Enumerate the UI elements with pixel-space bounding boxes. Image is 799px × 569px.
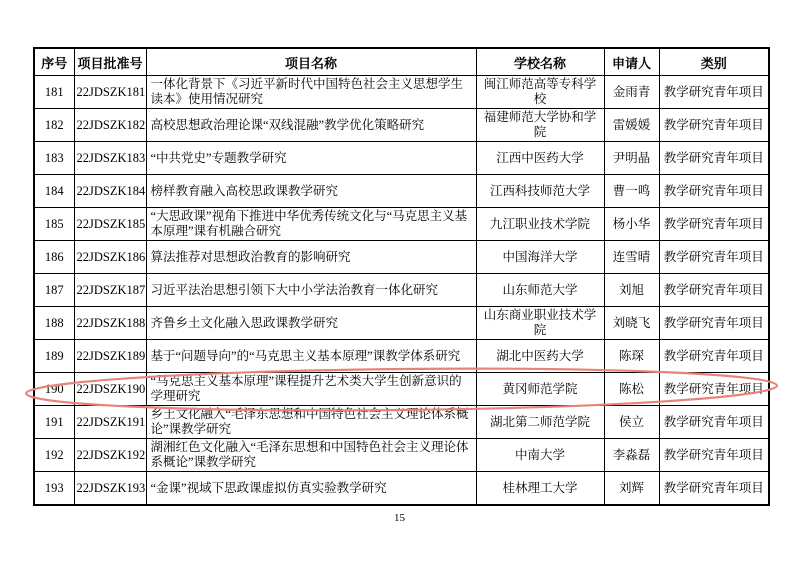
cell-seq: 191 xyxy=(34,406,74,439)
cell-project-name: 湖湘红色文化融入“毛泽东思想和中国特色社会主义理论体系概论”课教学研究 xyxy=(146,439,476,472)
cell-seq: 185 xyxy=(34,208,74,241)
col-header-applicant: 申请人 xyxy=(604,48,659,76)
cell-school: 山东师范大学 xyxy=(476,274,604,307)
cell-project-name: “金课”视域下思政课虚拟仿真实验教学研究 xyxy=(146,472,476,506)
table-row xyxy=(34,109,769,142)
cell-category: 教学研究青年项目 xyxy=(659,340,769,373)
cell-school: 九江职业技术学院 xyxy=(476,208,604,241)
cell-seq: 184 xyxy=(34,175,74,208)
cell-project-name: 榜样教育融入高校思政课教学研究 xyxy=(146,175,476,208)
cell-category: 教学研究青年项目 xyxy=(659,142,769,175)
cell-approval-no: 22JDSZK190 xyxy=(74,373,146,406)
cell-school: 闽江师范高等专科学校 xyxy=(476,76,604,109)
page-number: 15 xyxy=(394,512,405,524)
cell-approval-no: 22JDSZK191 xyxy=(74,406,146,439)
cell-approval-no: 22JDSZK185 xyxy=(74,208,146,241)
cell-applicant: 刘辉 xyxy=(604,472,659,506)
cell-project-name: 基于“问题导向”的“马克思主义基本原理”课教学体系研究 xyxy=(146,340,476,373)
cell-school: 桂林理工大学 xyxy=(476,472,604,506)
col-header-seq: 序号 xyxy=(34,48,74,76)
table-row xyxy=(34,208,769,241)
col-header-approval-no: 项目批准号 xyxy=(74,48,146,76)
cell-seq: 183 xyxy=(34,142,74,175)
cell-category: 教学研究青年项目 xyxy=(659,406,769,439)
cell-seq: 182 xyxy=(34,109,74,142)
cell-seq: 181 xyxy=(34,76,74,109)
cell-project-name: 高校思想政治理论课“双线混融”教学优化策略研究 xyxy=(146,109,476,142)
table-row xyxy=(34,439,769,472)
cell-approval-no: 22JDSZK182 xyxy=(74,109,146,142)
cell-seq: 189 xyxy=(34,340,74,373)
cell-approval-no: 22JDSZK192 xyxy=(74,439,146,472)
cell-school: 江西中医药大学 xyxy=(476,142,604,175)
cell-school: 中国海洋大学 xyxy=(476,241,604,274)
cell-applicant: 侯立 xyxy=(604,406,659,439)
table-row xyxy=(34,406,769,439)
cell-approval-no: 22JDSZK189 xyxy=(74,340,146,373)
cell-school: 湖北第二师范学院 xyxy=(476,406,604,439)
cell-approval-no: 22JDSZK187 xyxy=(74,274,146,307)
cell-school: 江西科技师范大学 xyxy=(476,175,604,208)
cell-applicant: 连雪晴 xyxy=(604,241,659,274)
table-row xyxy=(34,76,769,109)
cell-school: 福建师范大学协和学院 xyxy=(476,109,604,142)
cell-applicant: 李淼磊 xyxy=(604,439,659,472)
cell-project-name: 习近平法治思想引领下大中小学法治教育一体化研究 xyxy=(146,274,476,307)
cell-school: 湖北中医药大学 xyxy=(476,340,604,373)
cell-seq: 188 xyxy=(34,307,74,340)
cell-seq: 186 xyxy=(34,241,74,274)
cell-project-name: “马克思主义基本原理”课程提升艺术类大学生创新意识的学理研究 xyxy=(146,373,476,406)
cell-applicant: 尹明晶 xyxy=(604,142,659,175)
project-approval-table xyxy=(33,47,770,506)
cell-applicant: 陈琛 xyxy=(604,340,659,373)
cell-category: 教学研究青年项目 xyxy=(659,307,769,340)
cell-category: 教学研究青年项目 xyxy=(659,208,769,241)
table-row xyxy=(34,307,769,340)
cell-category: 教学研究青年项目 xyxy=(659,175,769,208)
cell-school: 中南大学 xyxy=(476,439,604,472)
cell-approval-no: 22JDSZK186 xyxy=(74,241,146,274)
cell-applicant: 刘晓飞 xyxy=(604,307,659,340)
col-header-project-name: 项目名称 xyxy=(146,48,476,76)
table-row xyxy=(34,241,769,274)
cell-project-name: “大思政课”视角下推进中华优秀传统文化与“马克思主义基本原理”课有机融合研究 xyxy=(146,208,476,241)
cell-category: 教学研究青年项目 xyxy=(659,274,769,307)
cell-category: 教学研究青年项目 xyxy=(659,439,769,472)
table-row xyxy=(34,373,769,406)
cell-project-name: 一体化背景下《习近平新时代中国特色社会主义思想学生读本》使用情况研究 xyxy=(146,76,476,109)
cell-approval-no: 22JDSZK181 xyxy=(74,76,146,109)
cell-project-name: 算法推荐对思想政治教育的影响研究 xyxy=(146,241,476,274)
cell-category: 教学研究青年项目 xyxy=(659,76,769,109)
table-row xyxy=(34,274,769,307)
cell-category: 教学研究青年项目 xyxy=(659,109,769,142)
cell-category: 教学研究青年项目 xyxy=(659,241,769,274)
cell-approval-no: 22JDSZK188 xyxy=(74,307,146,340)
cell-seq: 193 xyxy=(34,472,74,506)
cell-seq: 190 xyxy=(34,373,74,406)
cell-applicant: 曹一鸣 xyxy=(604,175,659,208)
cell-category: 教学研究青年项目 xyxy=(659,373,769,406)
table-row xyxy=(34,142,769,175)
table-row xyxy=(34,472,769,506)
cell-school: 黄冈师范学院 xyxy=(476,373,604,406)
cell-applicant: 金雨青 xyxy=(604,76,659,109)
cell-approval-no: 22JDSZK184 xyxy=(74,175,146,208)
cell-school: 山东商业职业技术学院 xyxy=(476,307,604,340)
col-header-category: 类别 xyxy=(659,48,769,76)
cell-seq: 192 xyxy=(34,439,74,472)
cell-approval-no: 22JDSZK193 xyxy=(74,472,146,506)
col-header-school: 学校名称 xyxy=(476,48,604,76)
cell-approval-no: 22JDSZK183 xyxy=(74,142,146,175)
cell-applicant: 刘旭 xyxy=(604,274,659,307)
cell-category: 教学研究青年项目 xyxy=(659,472,769,506)
cell-applicant: 陈松 xyxy=(604,373,659,406)
table-row xyxy=(34,340,769,373)
cell-project-name: “中共党史”专题教学研究 xyxy=(146,142,476,175)
cell-project-name: 齐鲁乡土文化融入思政课教学研究 xyxy=(146,307,476,340)
table-row xyxy=(34,175,769,208)
cell-applicant: 杨小华 xyxy=(604,208,659,241)
cell-seq: 187 xyxy=(34,274,74,307)
table-body xyxy=(34,76,769,506)
cell-applicant: 雷媛媛 xyxy=(604,109,659,142)
table-header-row xyxy=(34,48,769,76)
cell-project-name: 乡土文化融入“毛泽东思想和中国特色社会主义理论体系概论”课教学研究 xyxy=(146,406,476,439)
